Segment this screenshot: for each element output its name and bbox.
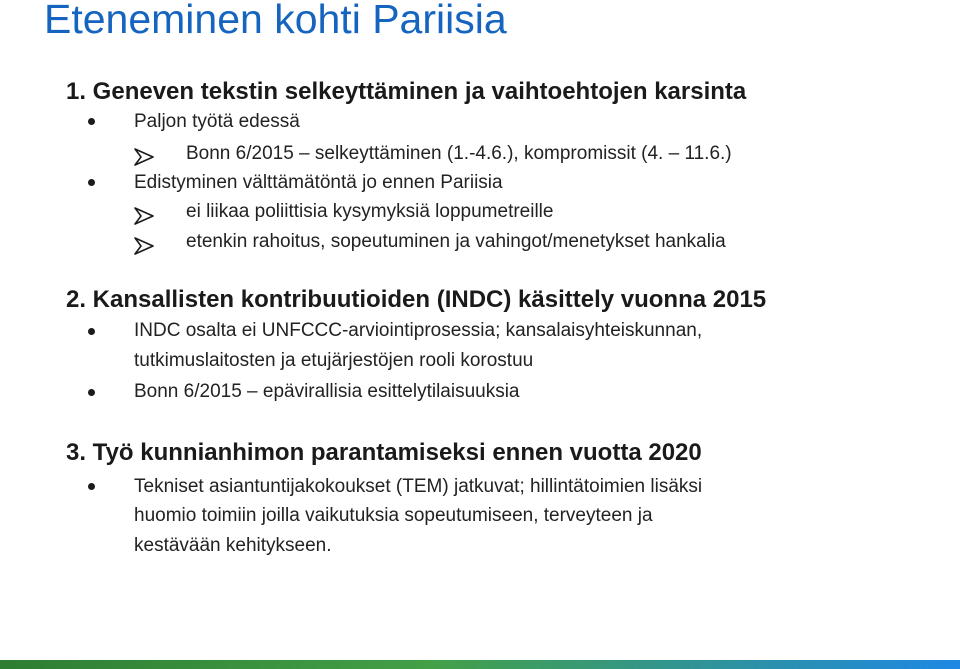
section-1-subitem-2: ei liikaa poliittisia kysymyksiä loppumetreille xyxy=(186,201,554,222)
bullet-icon xyxy=(88,118,95,125)
slide-title: Eteneminen kohti Pariisia xyxy=(44,0,507,42)
arrow-bullet-icon xyxy=(134,148,154,166)
bullet-icon xyxy=(88,328,95,335)
section-2-item-1-continued: tutkimuslaitosten ja etujärjestöjen rooli korostuu xyxy=(134,350,534,371)
section-1-subitem-3: etenkin rahoitus, sopeutuminen ja vahingot/menetykset hankalia xyxy=(186,231,726,252)
arrow-bullet-icon xyxy=(134,237,154,255)
arrow-bullet-icon xyxy=(134,207,154,225)
bullet-icon xyxy=(88,389,95,396)
section-1-heading: 1. Geneven tekstin selkeyttäminen ja vaihtoehtojen karsinta xyxy=(66,78,747,105)
section-1-item-2: Edistyminen välttämätöntä jo ennen Pariisia xyxy=(134,172,503,193)
section-3-item-1-continued-2: kestävään kehitykseen. xyxy=(134,535,332,556)
section-1-subitem-1: Bonn 6/2015 – selkeyttäminen (1.-4.6.), kompromissit (4. – 11.6.) xyxy=(186,143,732,164)
section-3-item-1: Tekniset asiantuntijakokoukset (TEM) jatkuvat; hillintätoimien lisäksi xyxy=(134,476,703,497)
footer-color-bar xyxy=(0,660,960,669)
bullet-icon xyxy=(88,179,95,186)
section-2-item-1: INDC osalta ei UNFCCC-arviointiprosessia; kansalaisyhteiskunnan, xyxy=(134,320,703,341)
section-2-item-2: Bonn 6/2015 – epävirallisia esittelytilaisuuksia xyxy=(134,381,520,402)
section-3-heading: 3. Työ kunnianhimon parantamiseksi ennen vuotta 2020 xyxy=(66,439,702,466)
section-2-heading: 2. Kansallisten kontribuutioiden (INDC) käsittely vuonna 2015 xyxy=(66,286,767,313)
section-3-item-1-continued: huomio toimiin joilla vaikutuksia sopeutumiseen, terveyteen ja xyxy=(134,505,653,526)
section-1-item-1: Paljon työtä edessä xyxy=(134,111,300,132)
bullet-icon xyxy=(88,483,95,490)
